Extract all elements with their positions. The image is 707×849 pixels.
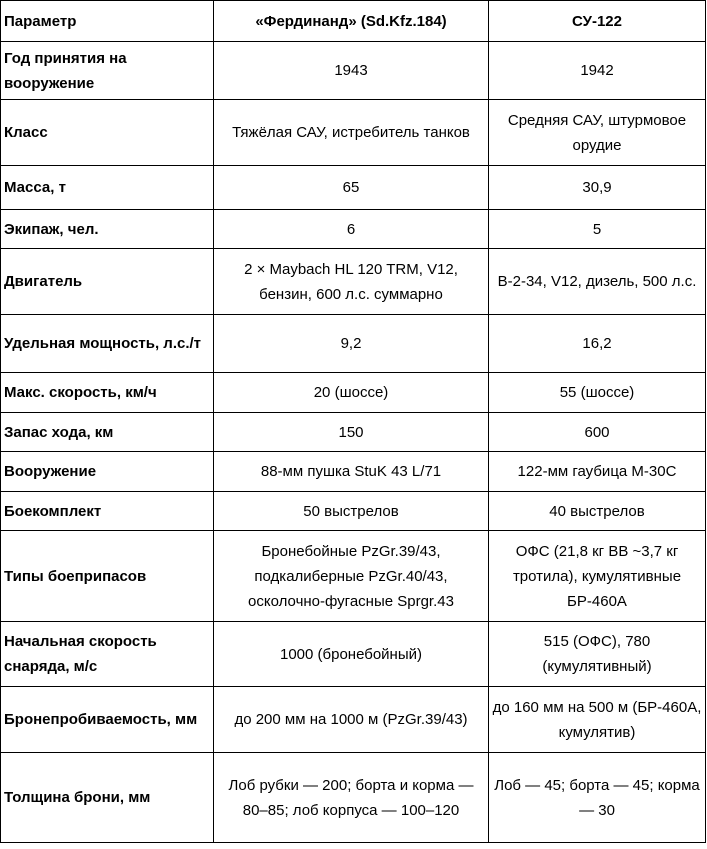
ferdinand-cell: 6: [214, 210, 489, 249]
param-cell: Типы боеприпасов: [1, 531, 214, 622]
param-cell: Экипаж, чел.: [1, 210, 214, 249]
header-su122: СУ-122: [489, 1, 706, 42]
ferdinand-cell: 9,2: [214, 315, 489, 373]
table-row: [1, 42, 706, 100]
table-row: [1, 100, 706, 166]
table-row: [1, 622, 706, 687]
param-cell: Начальная скорость снаряда, м/с: [1, 622, 214, 687]
ferdinand-cell: 1943: [214, 42, 489, 100]
ferdinand-cell: Тяжёлая САУ, истребитель танков: [214, 100, 489, 166]
param-cell: Двигатель: [1, 249, 214, 315]
param-cell: Вооружение: [1, 452, 214, 492]
ferdinand-cell: Лоб рубки — 200; борта и корма — 80–85; лоб корпуса — 100–120: [214, 753, 489, 843]
table-row: [1, 492, 706, 531]
ferdinand-cell: 1000 (бронебойный): [214, 622, 489, 687]
param-cell: Боекомплект: [1, 492, 214, 531]
table-row: [1, 249, 706, 315]
param-cell: Толщина брони, мм: [1, 753, 214, 843]
table-row: [1, 753, 706, 843]
table-row: [1, 531, 706, 622]
ferdinand-cell: Бронебойные PzGr.39/43, подкалиберные PzGr.40/43, осколочно-фугасные Sprgr.43: [214, 531, 489, 622]
su122-cell: 5: [489, 210, 706, 249]
ferdinand-cell: 20 (шоссе): [214, 373, 489, 413]
su122-cell: 122-мм гаубица М-30С: [489, 452, 706, 492]
su122-cell: 55 (шоссе): [489, 373, 706, 413]
param-cell: Бронепробиваемость, мм: [1, 687, 214, 753]
table-row: [1, 166, 706, 210]
ferdinand-cell: 50 выстрелов: [214, 492, 489, 531]
ferdinand-cell: 150: [214, 413, 489, 452]
su122-cell: 40 выстрелов: [489, 492, 706, 531]
table-row: [1, 413, 706, 452]
param-cell: Масса, т: [1, 166, 214, 210]
su122-cell: В-2-34, V12, дизель, 500 л.с.: [489, 249, 706, 315]
header-row: [1, 1, 706, 42]
su122-cell: 16,2: [489, 315, 706, 373]
table-row: [1, 452, 706, 492]
table-row: [1, 687, 706, 753]
table-row: [1, 210, 706, 249]
su122-cell: Лоб — 45; борта — 45; корма — 30: [489, 753, 706, 843]
param-cell: Удельная мощность, л.с./т: [1, 315, 214, 373]
param-cell: Класс: [1, 100, 214, 166]
table-row: [1, 315, 706, 373]
ferdinand-cell: до 200 мм на 1000 м (PzGr.39/43): [214, 687, 489, 753]
su122-cell: Средняя САУ, штурмовое орудие: [489, 100, 706, 166]
header-ferdinand: «Фердинанд» (Sd.Kfz.184): [214, 1, 489, 42]
ferdinand-cell: 88-мм пушка StuK 43 L/71: [214, 452, 489, 492]
ferdinand-cell: 2 × Maybach HL 120 TRM, V12, бензин, 600 л.с. суммарно: [214, 249, 489, 315]
su122-cell: 30,9: [489, 166, 706, 210]
header-parameter: Параметр: [1, 1, 214, 42]
su122-cell: до 160 мм на 500 м (БР-460А, кумулятив): [489, 687, 706, 753]
param-cell: Макс. скорость, км/ч: [1, 373, 214, 413]
ferdinand-cell: 65: [214, 166, 489, 210]
su122-cell: 600: [489, 413, 706, 452]
su122-cell: ОФС (21,8 кг ВВ ~3,7 кг тротила), кумулятивные БР-460А: [489, 531, 706, 622]
param-cell: Запас хода, км: [1, 413, 214, 452]
su122-cell: 515 (ОФС), 780 (кумулятивный): [489, 622, 706, 687]
su122-cell: 1942: [489, 42, 706, 100]
table-row: [1, 373, 706, 413]
param-cell: Год принятия на вооружение: [1, 42, 214, 100]
